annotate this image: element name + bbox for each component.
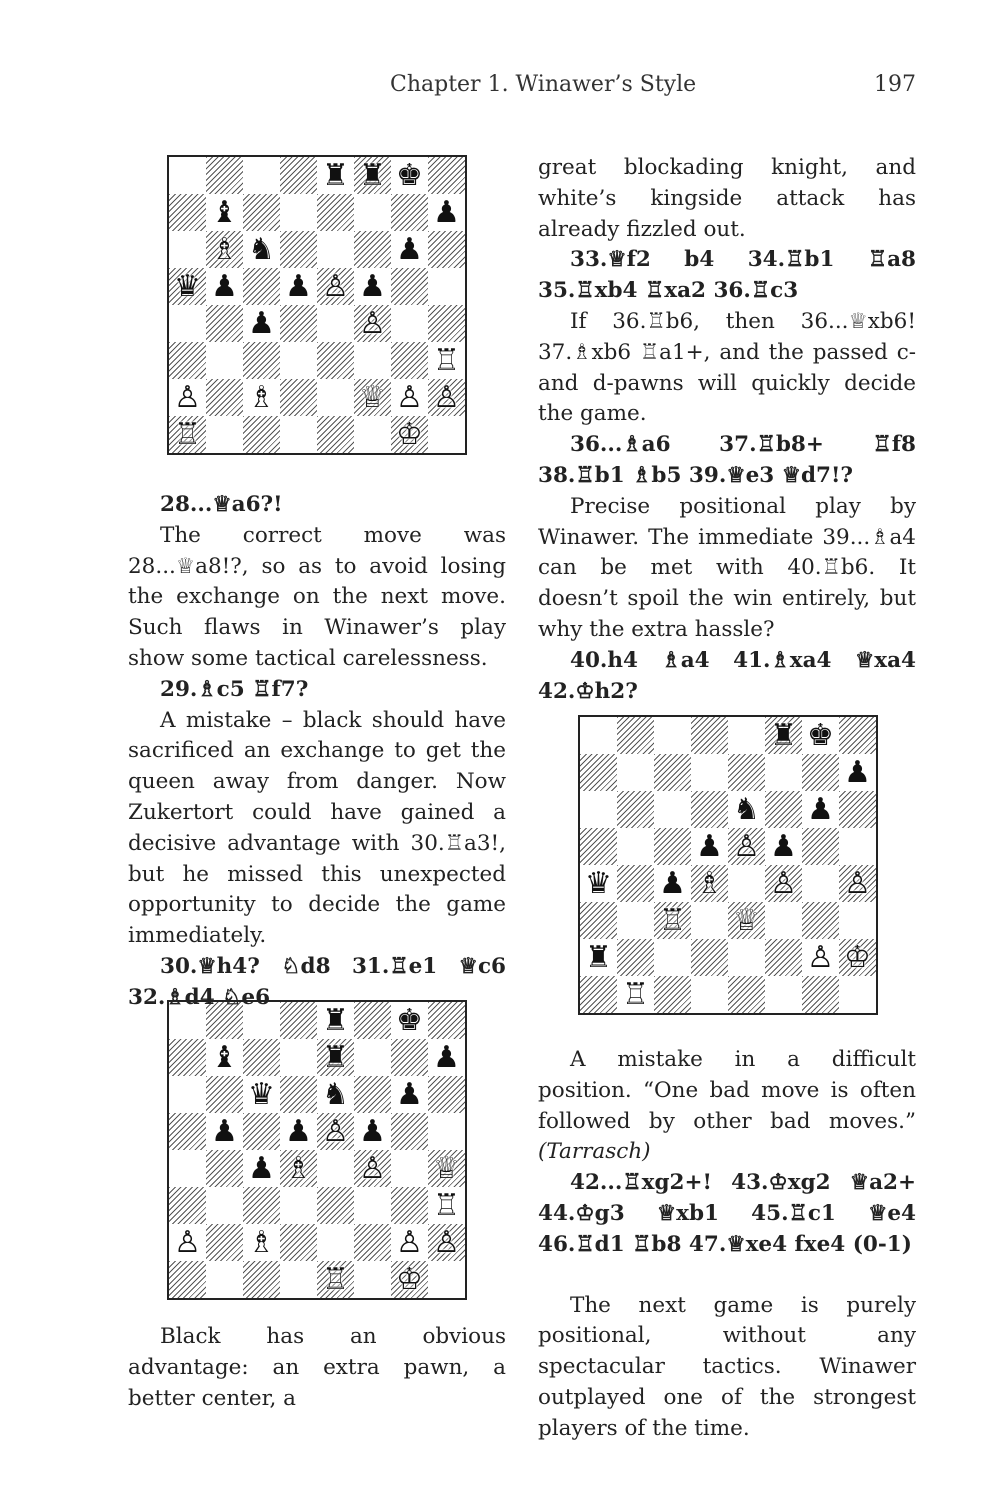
board-square: [391, 1261, 428, 1298]
board-square: [391, 1224, 428, 1261]
board-square: [580, 902, 617, 939]
commentary-paragraph: The correct move was 28...♕a8!?, so as to avoid losing the exchange on the next move. Such flaws in Winawer’s play show some tactical carelessness.: [128, 522, 506, 671]
board-square: [206, 305, 243, 342]
black-queen-icon: ♛: [585, 865, 612, 901]
board-square: [428, 305, 465, 342]
board-square: [169, 305, 206, 342]
board-square: [580, 976, 617, 1013]
board-square: [617, 791, 654, 828]
black-rook-icon: ♜: [359, 157, 386, 193]
board-square: [280, 379, 317, 416]
board-square: [802, 754, 839, 791]
black-king-icon: ♚: [396, 1002, 423, 1038]
white-pawn-icon: ♙: [174, 379, 201, 415]
move-line: 36...♗a6 37.♖b8+ ♖f8 38.♖b1 ♗b5 39.♕e3 ♕d7!?: [538, 432, 916, 488]
black-pawn-icon: ♟: [844, 754, 871, 790]
board-square: [317, 1187, 354, 1224]
white-pawn-icon: ♙: [359, 1150, 386, 1186]
board-square: [728, 828, 765, 865]
board-square: [206, 1224, 243, 1261]
board-square: [691, 865, 728, 902]
board-square: [691, 939, 728, 976]
board-square: [169, 231, 206, 268]
commentary-paragraph: If 36.♖b6, then 36...♕xb6! 37.♗xb6 ♖a1+, and the passed c- and d-pawns will quickly decide the game.: [538, 308, 916, 427]
move-line: 28...♕a6?!: [160, 492, 283, 517]
board-square: [206, 194, 243, 231]
board-square: [428, 1187, 465, 1224]
board-square: [428, 268, 465, 305]
board-square: [317, 157, 354, 194]
white-king-icon: ♔: [396, 1261, 423, 1297]
board-square: [243, 157, 280, 194]
board-square: [317, 1076, 354, 1113]
board-square: [354, 1224, 391, 1261]
board-square: [580, 791, 617, 828]
board-square: [280, 1150, 317, 1187]
board-square: [354, 157, 391, 194]
white-bishop-icon: ♗: [248, 1224, 275, 1260]
chess-diagram-2: [167, 1000, 467, 1300]
white-bishop-icon: ♗: [285, 1150, 312, 1186]
board-square: [428, 1039, 465, 1076]
board-square: [391, 157, 428, 194]
black-pawn-icon: ♟: [396, 231, 423, 267]
black-pawn-icon: ♟: [211, 1113, 238, 1149]
commentary-paragraph: Black has an obvious advantage: an extra pawn, a better center, a: [128, 1324, 506, 1411]
board-square: [654, 828, 691, 865]
black-pawn-icon: ♟: [396, 1076, 423, 1112]
board-square: [317, 1039, 354, 1076]
black-rook-icon: ♜: [322, 157, 349, 193]
board-square: [354, 1261, 391, 1298]
board-square: [243, 1076, 280, 1113]
board-square: [169, 1261, 206, 1298]
board-square: [580, 717, 617, 754]
board-square: [206, 231, 243, 268]
board-square: [428, 157, 465, 194]
board-square: [317, 1002, 354, 1039]
board-square: [654, 717, 691, 754]
board-square: [391, 1187, 428, 1224]
black-pawn-icon: ♟: [433, 194, 460, 230]
white-pawn-icon: ♙: [396, 379, 423, 415]
board-square: [280, 416, 317, 453]
board-square: [391, 1113, 428, 1150]
white-bishop-icon: ♗: [211, 231, 238, 267]
board-square: [654, 865, 691, 902]
white-king-icon: ♔: [844, 939, 871, 975]
board-square: [728, 717, 765, 754]
board-square: [317, 1224, 354, 1261]
page-number: 197: [874, 72, 916, 97]
black-rook-icon: ♜: [585, 939, 612, 975]
board-square: [391, 1002, 428, 1039]
running-header: [0, 72, 1000, 106]
board-square: [428, 1076, 465, 1113]
board-square: [243, 305, 280, 342]
board-square: [354, 342, 391, 379]
black-pawn-icon: ♟: [696, 828, 723, 864]
board-square: [354, 1039, 391, 1076]
board-square: [243, 231, 280, 268]
board-square: [317, 194, 354, 231]
white-rook-icon: ♖: [659, 902, 686, 938]
black-pawn-icon: ♟: [248, 1150, 275, 1186]
board-square: [317, 231, 354, 268]
board-square: [391, 1076, 428, 1113]
black-pawn-icon: ♟: [359, 1113, 386, 1149]
board-square: [617, 865, 654, 902]
board-square: [391, 194, 428, 231]
board-square: [243, 1150, 280, 1187]
move-line: 33.♕f2 b4 34.♖b1 ♖a8 35.♖xb4 ♖xa2 36.♖c3: [538, 247, 916, 304]
board-square: [280, 1076, 317, 1113]
white-pawn-icon: ♙: [433, 379, 460, 415]
chess-diagram-3: [578, 715, 878, 1015]
board-square: [765, 717, 802, 754]
board-square: [243, 1261, 280, 1298]
board-square: [206, 157, 243, 194]
board-square: [617, 976, 654, 1013]
black-pawn-icon: ♟: [659, 865, 686, 901]
board-square: [802, 902, 839, 939]
black-king-icon: ♚: [807, 717, 834, 753]
board-square: [354, 379, 391, 416]
black-knight-icon: ♞: [248, 231, 275, 267]
move-line: 42...♖xg2+! 43.♔xg2 ♕a2+ 44.♔g3 ♕xb1 45.♖c1 ♕e4 46.♖d1 ♖b8 47.♕xe4 fxe4 (0-1): [538, 1170, 916, 1257]
board-square: [580, 754, 617, 791]
board-square: [391, 305, 428, 342]
black-queen-icon: ♛: [174, 268, 201, 304]
white-rook-icon: ♖: [322, 1261, 349, 1297]
board-square: [280, 305, 317, 342]
commentary-paragraph: [538, 1045, 916, 1168]
board-square: [802, 939, 839, 976]
black-rook-icon: ♜: [322, 1002, 349, 1038]
black-bishop-icon: ♝: [211, 1039, 238, 1075]
board-square: [169, 379, 206, 416]
board-square: [617, 828, 654, 865]
board-square: [728, 939, 765, 976]
board-square: [243, 1039, 280, 1076]
board-square: [728, 976, 765, 1013]
black-knight-icon: ♞: [733, 791, 760, 827]
black-rook-icon: ♜: [322, 1039, 349, 1075]
board-square: [280, 1261, 317, 1298]
board-square: [169, 157, 206, 194]
board-square: [839, 828, 876, 865]
board-square: [243, 379, 280, 416]
board-square: [354, 1150, 391, 1187]
white-queen-icon: ♕: [733, 902, 760, 938]
board-square: [280, 1224, 317, 1261]
board-square: [206, 416, 243, 453]
board-square: [428, 1150, 465, 1187]
black-knight-icon: ♞: [322, 1076, 349, 1112]
white-bishop-icon: ♗: [696, 865, 723, 901]
commentary-paragraph: A mistake – black should have sacrificed an exchange to get the queen away from danger. Now Zukertort could have gained a decisive advantage with 30.♖a3!, but he missed this unexpected opportunity to decide the game immediately.: [128, 707, 506, 949]
board-square: [280, 1187, 317, 1224]
board-square: [728, 754, 765, 791]
board-square: [654, 791, 691, 828]
board-square: [765, 791, 802, 828]
board-square: [765, 902, 802, 939]
board-square: [243, 1187, 280, 1224]
board-square: [802, 976, 839, 1013]
white-bishop-icon: ♗: [248, 379, 275, 415]
white-pawn-icon: ♙: [396, 1224, 423, 1260]
white-queen-icon: ♕: [359, 379, 386, 415]
board-square: [654, 902, 691, 939]
board-square: [317, 379, 354, 416]
commentary-paragraph: The next game is purely positional, without any spectacular tactics. Winawer outplayed one of the strongest players of the time.: [538, 1292, 916, 1441]
white-rook-icon: ♖: [174, 416, 201, 452]
black-pawn-icon: ♟: [211, 268, 238, 304]
board-square: [280, 1113, 317, 1150]
black-rook-icon: ♜: [770, 717, 797, 753]
board-square: [691, 976, 728, 1013]
board-square: [317, 1113, 354, 1150]
black-pawn-icon: ♟: [285, 1113, 312, 1149]
board-square: [317, 1150, 354, 1187]
board-square: [728, 791, 765, 828]
board-square: [391, 1039, 428, 1076]
board-square: [802, 828, 839, 865]
board-square: [206, 268, 243, 305]
move-line: 29.♗c5 ♖f7?: [160, 676, 309, 702]
board-square: [206, 1113, 243, 1150]
board-square: [428, 342, 465, 379]
black-pawn-icon: ♟: [359, 268, 386, 304]
board-square: [802, 717, 839, 754]
board-square: [317, 268, 354, 305]
board-square: [280, 268, 317, 305]
board-square: [169, 194, 206, 231]
board-square: [617, 902, 654, 939]
board-square: [206, 342, 243, 379]
board-square: [206, 1150, 243, 1187]
black-queen-icon: ♛: [248, 1076, 275, 1112]
board-square: [169, 268, 206, 305]
board-square: [580, 939, 617, 976]
right-column-top: [538, 153, 916, 707]
board-square: [354, 268, 391, 305]
black-pawn-icon: ♟: [770, 828, 797, 864]
chess-diagram-1: [167, 155, 467, 455]
board-square: [428, 416, 465, 453]
board-square: [280, 194, 317, 231]
white-pawn-icon: ♙: [359, 305, 386, 341]
board-square: [428, 194, 465, 231]
left-column: [128, 490, 506, 1014]
white-pawn-icon: ♙: [322, 1113, 349, 1149]
board-square: [243, 268, 280, 305]
board-square: [839, 791, 876, 828]
board-square: [802, 865, 839, 902]
move-line: 40.h4 ♗a4 41.♗xa4 ♕xa4 42.♔h2?: [538, 647, 916, 704]
left-column-bottom: [128, 1322, 506, 1414]
board-square: [169, 416, 206, 453]
board-square: [206, 379, 243, 416]
board-square: [280, 342, 317, 379]
board-square: [280, 157, 317, 194]
board-square: [728, 902, 765, 939]
board-square: [391, 379, 428, 416]
board-square: [280, 231, 317, 268]
black-pawn-icon: ♟: [433, 1039, 460, 1075]
board-square: [169, 1076, 206, 1113]
quote-text: A mistake in a difficult position. “One bad move is often followed by other bad moves.”: [538, 1047, 916, 1134]
black-pawn-icon: ♟: [285, 268, 312, 304]
board-square: [243, 1113, 280, 1150]
white-rook-icon: ♖: [433, 342, 460, 378]
board-square: [691, 902, 728, 939]
board-square: [391, 268, 428, 305]
board-square: [580, 828, 617, 865]
board-square: [243, 342, 280, 379]
board-square: [280, 1039, 317, 1076]
board-square: [839, 754, 876, 791]
board-square: [169, 1113, 206, 1150]
board-square: [765, 754, 802, 791]
board-square: [243, 1224, 280, 1261]
board-square: [654, 939, 691, 976]
board-square: [391, 231, 428, 268]
black-pawn-icon: ♟: [248, 305, 275, 341]
board-square: [654, 976, 691, 1013]
board-square: [580, 865, 617, 902]
board-square: [428, 231, 465, 268]
white-pawn-icon: ♙: [733, 828, 760, 864]
board-square: [391, 1150, 428, 1187]
board-square: [691, 791, 728, 828]
board-square: [691, 754, 728, 791]
board-square: [354, 1076, 391, 1113]
board-square: [169, 342, 206, 379]
chapter-title: Chapter 1. Winawer’s Style: [390, 72, 697, 97]
black-king-icon: ♚: [396, 157, 423, 193]
board-square: [428, 1261, 465, 1298]
board-square: [428, 1113, 465, 1150]
board-square: [691, 717, 728, 754]
board-square: [765, 865, 802, 902]
board-square: [728, 865, 765, 902]
board-square: [169, 1224, 206, 1261]
white-pawn-icon: ♙: [844, 865, 871, 901]
right-column-bottom: [538, 1045, 916, 1445]
board-square: [317, 416, 354, 453]
white-pawn-icon: ♙: [770, 865, 797, 901]
board-square: [391, 342, 428, 379]
board-square: [428, 1224, 465, 1261]
board-square: [839, 902, 876, 939]
white-pawn-icon: ♙: [433, 1224, 460, 1260]
board-square: [317, 305, 354, 342]
board-square: [354, 416, 391, 453]
board-square: [765, 939, 802, 976]
board-square: [391, 416, 428, 453]
white-pawn-icon: ♙: [322, 268, 349, 304]
board-square: [206, 1261, 243, 1298]
board-square: [354, 1113, 391, 1150]
board-square: [206, 1039, 243, 1076]
board-square: [839, 976, 876, 1013]
board-square: [428, 379, 465, 416]
board-square: [617, 717, 654, 754]
board-square: [802, 791, 839, 828]
board-square: [169, 1150, 206, 1187]
board-square: [765, 976, 802, 1013]
white-pawn-icon: ♙: [174, 1224, 201, 1260]
black-bishop-icon: ♝: [211, 194, 238, 230]
board-square: [839, 865, 876, 902]
board-square: [206, 1187, 243, 1224]
white-rook-icon: ♖: [433, 1187, 460, 1223]
board-square: [169, 1039, 206, 1076]
board-square: [243, 416, 280, 453]
white-king-icon: ♔: [396, 416, 423, 452]
commentary-paragraph: great blockading knight, and white’s kingside attack has already fizzled out.: [538, 155, 916, 242]
board-square: [839, 717, 876, 754]
board-square: [617, 939, 654, 976]
board-square: [169, 1187, 206, 1224]
move-line: 30.♕h4? ♘d8 31.♖e1 ♕c6 32.♗d4 ♘e6: [128, 953, 506, 1010]
quote-source: (Tarrasch): [538, 1139, 651, 1165]
board-square: [317, 342, 354, 379]
board-square: [243, 194, 280, 231]
commentary-paragraph: Precise positional play by Winawer. The immediate 39...♗a4 can be met with 40.♖b6. It doesn’t spoil the win entirely, but why the extra hassle?: [538, 493, 916, 642]
board-square: [354, 305, 391, 342]
board-square: [691, 828, 728, 865]
white-pawn-icon: ♙: [807, 939, 834, 975]
board-square: [354, 194, 391, 231]
board-square: [317, 1261, 354, 1298]
board-square: [354, 1187, 391, 1224]
board-square: [206, 1076, 243, 1113]
board-square: [839, 939, 876, 976]
board-square: [654, 754, 691, 791]
black-pawn-icon: ♟: [807, 791, 834, 827]
white-rook-icon: ♖: [622, 976, 649, 1012]
white-queen-icon: ♕: [433, 1150, 460, 1186]
board-square: [354, 231, 391, 268]
board-square: [765, 828, 802, 865]
board-square: [617, 754, 654, 791]
